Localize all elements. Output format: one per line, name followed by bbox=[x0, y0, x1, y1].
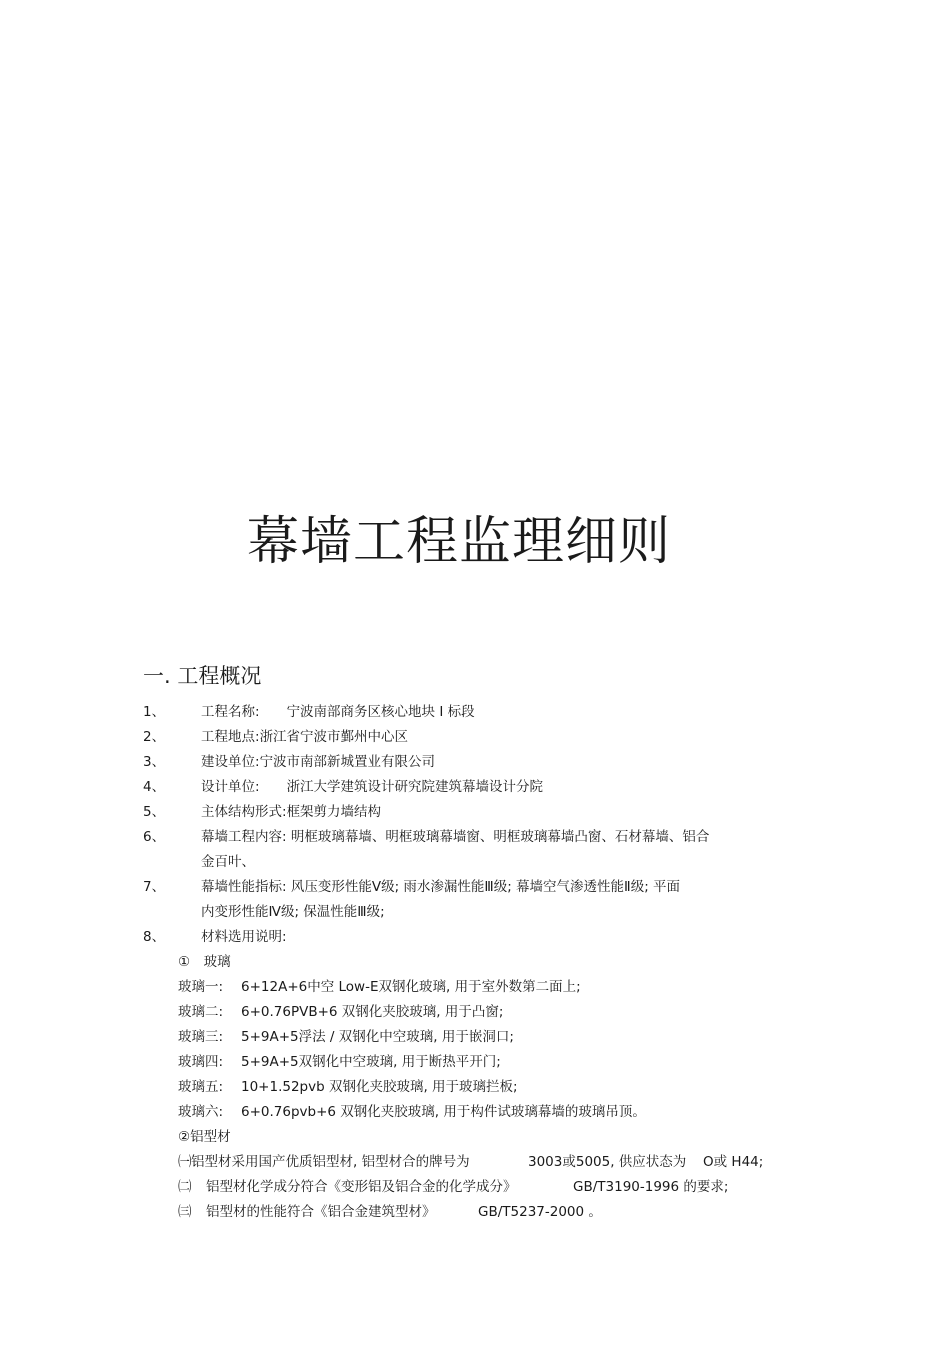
aluminium-text: 铝型材的性能符合《铝合金建筑型材》 bbox=[206, 1204, 436, 1220]
item-text: 建设单位:宁波市南部新城置业有限公司 bbox=[201, 754, 436, 770]
item-number: 3、 bbox=[143, 754, 166, 770]
item-text: 幕墙性能指标: 风压变形性能Ⅴ级; 雨水渗漏性能Ⅲ级; 幕墙空气渗透性能Ⅱ级; 平面 bbox=[201, 879, 681, 895]
aluminium-text: GB/T3190-1996 的要求; bbox=[573, 1179, 729, 1195]
glass-spec: 5+9A+5双钢化中空玻璃, 用于断热平开门; bbox=[241, 1054, 501, 1070]
glass-spec: 6+0.76PVB+6 双钢化夹胶玻璃, 用于凸窗; bbox=[241, 1004, 504, 1020]
aluminium-text: 铝型材化学成分符合《变形铝及铝合金的化学成分》 bbox=[206, 1179, 517, 1195]
glass-spec: 6+0.76pvb+6 双钢化夹胶玻璃, 用于构件试玻璃幕墙的玻璃吊顶。 bbox=[241, 1104, 646, 1120]
item-mark: ㈡ bbox=[178, 1179, 192, 1195]
item-mark: ㈢ bbox=[178, 1204, 192, 1220]
item-text: 幕墙工程内容: 明框玻璃幕墙、明框玻璃幕墙窗、明框玻璃幕墙凸窗、石材幕墙、铝合 bbox=[201, 829, 710, 845]
item-text: 设计单位: 浙江大学建筑设计研究院建筑幕墙设计分院 bbox=[201, 779, 544, 795]
section-heading: 一. 工程概况 bbox=[143, 664, 262, 688]
item-text: 主体结构形式:框架剪力墙结构 bbox=[201, 804, 382, 820]
item-number: 2、 bbox=[143, 729, 166, 745]
glass-spec: 5+9A+5浮法 / 双钢化中空玻璃, 用于嵌洞口; bbox=[241, 1029, 514, 1045]
glass-name: 玻璃三: bbox=[178, 1029, 224, 1045]
glass-name: 玻璃四: bbox=[178, 1054, 224, 1070]
document-title: 幕墙工程监理细则 bbox=[246, 512, 671, 572]
glass-name: 玻璃二: bbox=[178, 1004, 224, 1020]
item-mark: ㈠ bbox=[178, 1154, 192, 1170]
aluminium-text: O或 H44; bbox=[703, 1154, 764, 1170]
item-text-continuation: 内变形性能Ⅳ级; 保温性能Ⅲ级; bbox=[201, 904, 385, 920]
aluminium-text: 3003或5005, 供应状态为 bbox=[528, 1154, 687, 1170]
glass-name: 玻璃六: bbox=[178, 1104, 224, 1120]
item-number: 6、 bbox=[143, 829, 166, 845]
item-text: 工程地点:浙江省宁波市鄞州中心区 bbox=[201, 729, 409, 745]
aluminium-text: GB/T5237-2000 。 bbox=[478, 1204, 602, 1220]
aluminium-text: 铝型材采用国产优质铝型材, 铝型材合的牌号为 bbox=[191, 1154, 470, 1170]
item-text: 材料选用说明: bbox=[201, 929, 287, 945]
item-text-continuation: 金百叶、 bbox=[201, 854, 255, 870]
glass-spec: 10+1.52pvb 双钢化夹胶玻璃, 用于玻璃拦板; bbox=[241, 1079, 518, 1095]
glass-name: 玻璃一: bbox=[178, 979, 224, 995]
item-number: 7、 bbox=[143, 879, 166, 895]
glass-name: 玻璃五: bbox=[178, 1079, 224, 1095]
item-text: 工程名称: 宁波南部商务区核心地块 I 标段 bbox=[201, 704, 475, 720]
item-number: 5、 bbox=[143, 804, 166, 820]
glass-spec: 6+12A+6中空 Low-E双钢化玻璃, 用于室外数第二面上; bbox=[241, 979, 581, 995]
item-number: 8、 bbox=[143, 929, 166, 945]
item-number: 1、 bbox=[143, 704, 166, 720]
item-number: 4、 bbox=[143, 779, 166, 795]
